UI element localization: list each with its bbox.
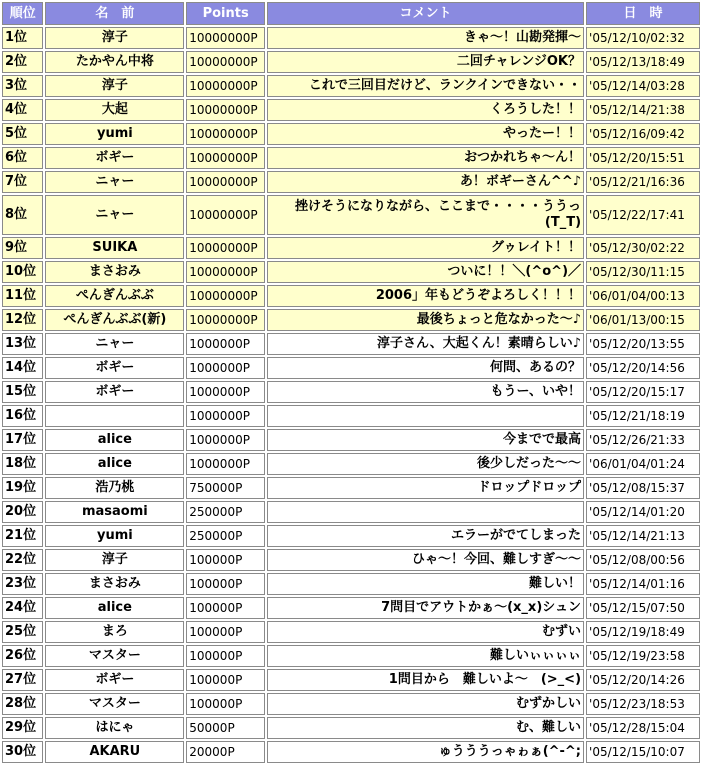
date-cell: '05/12/08/00:56 <box>586 549 700 571</box>
table-row <box>2 195 700 235</box>
rank-cell: 4位 <box>2 99 43 121</box>
comment-cell: もうー、いや！ <box>267 381 584 403</box>
points-cell: 1000000P <box>186 357 265 379</box>
rank-cell: 13位 <box>2 333 43 355</box>
date-cell: '05/12/15/07:50 <box>586 597 700 619</box>
table-row <box>2 405 700 427</box>
table-row <box>2 171 700 193</box>
name-cell: マスター <box>45 645 184 667</box>
comment-cell: ドロップドロップ <box>267 477 584 499</box>
rank-cell: 1位 <box>2 27 43 49</box>
points-cell: 250000P <box>186 501 265 523</box>
name-cell: alice <box>45 429 184 451</box>
rank-cell: 7位 <box>2 171 43 193</box>
name-cell: ボギー <box>45 147 184 169</box>
table-row <box>2 51 700 73</box>
rank-cell: 12位 <box>2 309 43 331</box>
points-cell: 10000000P <box>186 75 265 97</box>
name-cell: ボギー <box>45 357 184 379</box>
points-cell: 100000P <box>186 669 265 691</box>
date-cell: '05/12/20/14:56 <box>586 357 700 379</box>
table-row <box>2 261 700 283</box>
table-row <box>2 669 700 691</box>
name-cell: まさおみ <box>45 573 184 595</box>
date-cell: '05/12/15/10:07 <box>586 741 700 763</box>
rank-cell: 14位 <box>2 357 43 379</box>
comment-cell: 1問目から 難しいよ〜 (>_<) <box>267 669 584 691</box>
rank-cell: 19位 <box>2 477 43 499</box>
name-cell: yumi <box>45 123 184 145</box>
name-cell: yumi <box>45 525 184 547</box>
rank-cell: 24位 <box>2 597 43 619</box>
date-cell: '05/12/28/15:04 <box>586 717 700 739</box>
name-cell: ボギー <box>45 381 184 403</box>
date-cell: '05/12/20/14:26 <box>586 669 700 691</box>
comment-cell: あ！ボギーさん^^♪ <box>267 171 584 193</box>
rank-cell: 10位 <box>2 261 43 283</box>
table-row <box>2 645 700 667</box>
points-cell: 250000P <box>186 525 265 547</box>
name-cell: マスター <box>45 693 184 715</box>
name-cell: ボギー <box>45 669 184 691</box>
rank-cell: 6位 <box>2 147 43 169</box>
date-cell: '05/12/19/18:49 <box>586 621 700 643</box>
points-cell: 10000000P <box>186 171 265 193</box>
points-cell: 1000000P <box>186 429 265 451</box>
table-row <box>2 525 700 547</box>
name-cell: ニャー <box>45 195 184 235</box>
rank-cell: 17位 <box>2 429 43 451</box>
table-row <box>2 123 700 145</box>
points-cell: 1000000P <box>186 381 265 403</box>
name-cell: 大起 <box>45 99 184 121</box>
name-cell: まろ <box>45 621 184 643</box>
date-cell: '05/12/20/15:51 <box>586 147 700 169</box>
table-row <box>2 147 700 169</box>
comment-cell: 2006」年もどうぞよろしく！！！ <box>267 285 584 307</box>
rank-cell: 16位 <box>2 405 43 427</box>
table-row <box>2 717 700 739</box>
points-cell: 100000P <box>186 621 265 643</box>
rank-cell: 18位 <box>2 453 43 475</box>
points-cell: 10000000P <box>186 285 265 307</box>
comment-cell: くろうした！！ <box>267 99 584 121</box>
points-cell: 750000P <box>186 477 265 499</box>
points-cell: 100000P <box>186 645 265 667</box>
rank-cell: 26位 <box>2 645 43 667</box>
name-cell: ぺんぎんぶぶ(新) <box>45 309 184 331</box>
comment-cell: むずい <box>267 621 584 643</box>
date-cell: '05/12/14/03:28 <box>586 75 700 97</box>
name-cell: ニャー <box>45 171 184 193</box>
comment-cell: きゃ〜！山勘発揮〜 <box>267 27 584 49</box>
name-cell: 淳子 <box>45 27 184 49</box>
points-cell: 100000P <box>186 597 265 619</box>
table-row <box>2 693 700 715</box>
comment-cell: おつかれちゃ〜ん！ <box>267 147 584 169</box>
date-cell: '05/12/16/09:42 <box>586 123 700 145</box>
name-cell: 淳子 <box>45 549 184 571</box>
comment-cell: ゅうううっゃゎぁ(^-^; <box>267 741 584 763</box>
name-cell: ぺんぎんぶぶ <box>45 285 184 307</box>
comment-cell: ひゃ〜！今回、難しすぎ〜〜 <box>267 549 584 571</box>
points-cell: 10000000P <box>186 123 265 145</box>
name-cell: 浩乃桃 <box>45 477 184 499</box>
date-cell: '05/12/14/21:38 <box>586 99 700 121</box>
rank-cell: 15位 <box>2 381 43 403</box>
date-cell: '05/12/13/18:49 <box>586 51 700 73</box>
date-cell: '05/12/26/21:33 <box>586 429 700 451</box>
points-cell: 10000000P <box>186 237 265 259</box>
date-cell: '06/01/13/00:15 <box>586 309 700 331</box>
table-row <box>2 549 700 571</box>
header-row <box>2 2 700 25</box>
name-cell: SUIKA <box>45 237 184 259</box>
comment-cell: これで三回目だけど、ランクインできない・・ <box>267 75 584 97</box>
points-cell: 20000P <box>186 741 265 763</box>
rank-cell: 23位 <box>2 573 43 595</box>
table-row <box>2 621 700 643</box>
rank-cell: 2位 <box>2 51 43 73</box>
ranking-body <box>2 27 700 763</box>
table-row <box>2 573 700 595</box>
rank-cell: 11位 <box>2 285 43 307</box>
table-row <box>2 75 700 97</box>
comment-cell: 何問、あるの？ <box>267 357 584 379</box>
table-row <box>2 357 700 379</box>
table-row <box>2 27 700 49</box>
comment-cell: 挫けそうになりながら、ここまで・・・・ううっ(T_T) <box>267 195 584 235</box>
points-cell: 10000000P <box>186 27 265 49</box>
name-cell: ニャー <box>45 333 184 355</box>
table-row <box>2 333 700 355</box>
points-cell: 10000000P <box>186 147 265 169</box>
date-cell: '05/12/22/17:41 <box>586 195 700 235</box>
name-cell: たかやん中将 <box>45 51 184 73</box>
points-cell: 100000P <box>186 549 265 571</box>
comment-cell: ついに！！＼(^o^)／ <box>267 261 584 283</box>
rank-cell: 21位 <box>2 525 43 547</box>
table-row <box>2 237 700 259</box>
date-cell: '06/01/04/00:13 <box>586 285 700 307</box>
rank-cell: 5位 <box>2 123 43 145</box>
comment-cell: 二回チャレンジOK？ <box>267 51 584 73</box>
date-cell: '05/12/10/02:32 <box>586 27 700 49</box>
comment-cell: む、難しい <box>267 717 584 739</box>
comment-cell: エラーがでてしまった <box>267 525 584 547</box>
comment-cell: 難しいぃぃぃぃ <box>267 645 584 667</box>
comment-cell: 後少しだった〜〜 <box>267 453 584 475</box>
points-cell: 10000000P <box>186 195 265 235</box>
points-cell: 1000000P <box>186 453 265 475</box>
date-cell: '05/12/30/11:15 <box>586 261 700 283</box>
points-cell: 100000P <box>186 693 265 715</box>
comment-cell: 最後ちょっと危なかった〜♪ <box>267 309 584 331</box>
comment-cell <box>267 501 584 523</box>
points-cell: 1000000P <box>186 333 265 355</box>
date-cell: '05/12/21/16:36 <box>586 171 700 193</box>
rank-cell: 20位 <box>2 501 43 523</box>
table-row <box>2 741 700 763</box>
table-row <box>2 285 700 307</box>
rank-cell: 3位 <box>2 75 43 97</box>
table-row <box>2 501 700 523</box>
rank-cell: 28位 <box>2 693 43 715</box>
name-cell: はにゃ <box>45 717 184 739</box>
comment-cell: 7問目でアウトかぁ〜(x_x)シュン <box>267 597 584 619</box>
name-cell: alice <box>45 453 184 475</box>
table-row <box>2 477 700 499</box>
date-cell: '05/12/14/21:13 <box>586 525 700 547</box>
header-comment: コメント <box>267 2 584 25</box>
comment-cell: 淳子さん、大起くん！素晴らしい♪ <box>267 333 584 355</box>
comment-cell: やったー！！ <box>267 123 584 145</box>
name-cell: 淳子 <box>45 75 184 97</box>
points-cell: 10000000P <box>186 309 265 331</box>
header-rank: 順位 <box>2 2 43 25</box>
date-cell: '06/01/04/01:24 <box>586 453 700 475</box>
comment-cell: 難しい！ <box>267 573 584 595</box>
date-cell: '05/12/21/18:19 <box>586 405 700 427</box>
date-cell: '05/12/19/23:58 <box>586 645 700 667</box>
header-date: 日 時 <box>586 2 700 25</box>
name-cell: alice <box>45 597 184 619</box>
name-cell: まさおみ <box>45 261 184 283</box>
table-row <box>2 597 700 619</box>
header-points: Points <box>186 2 265 25</box>
date-cell: '05/12/14/01:20 <box>586 501 700 523</box>
date-cell: '05/12/20/13:55 <box>586 333 700 355</box>
points-cell: 10000000P <box>186 261 265 283</box>
points-cell: 10000000P <box>186 99 265 121</box>
points-cell: 50000P <box>186 717 265 739</box>
rank-cell: 27位 <box>2 669 43 691</box>
rank-cell: 30位 <box>2 741 43 763</box>
points-cell: 100000P <box>186 573 265 595</box>
table-row <box>2 453 700 475</box>
date-cell: '05/12/08/15:37 <box>586 477 700 499</box>
rank-cell: 8位 <box>2 195 43 235</box>
date-cell: '05/12/14/01:16 <box>586 573 700 595</box>
table-row <box>2 99 700 121</box>
table-row <box>2 309 700 331</box>
points-cell: 1000000P <box>186 405 265 427</box>
name-cell <box>45 405 184 427</box>
points-cell: 10000000P <box>186 51 265 73</box>
date-cell: '05/12/23/18:53 <box>586 693 700 715</box>
date-cell: '05/12/30/02:22 <box>586 237 700 259</box>
table-row <box>2 381 700 403</box>
header-name: 名 前 <box>45 2 184 25</box>
name-cell: masaomi <box>45 501 184 523</box>
comment-cell: グゥレイト！！ <box>267 237 584 259</box>
comment-cell: むずかしい <box>267 693 584 715</box>
comment-cell <box>267 405 584 427</box>
rank-cell: 29位 <box>2 717 43 739</box>
name-cell: AKARU <box>45 741 184 763</box>
date-cell: '05/12/20/15:17 <box>586 381 700 403</box>
rank-cell: 22位 <box>2 549 43 571</box>
table-row <box>2 429 700 451</box>
rank-cell: 25位 <box>2 621 43 643</box>
comment-cell: 今までで最高 <box>267 429 584 451</box>
rank-cell: 9位 <box>2 237 43 259</box>
